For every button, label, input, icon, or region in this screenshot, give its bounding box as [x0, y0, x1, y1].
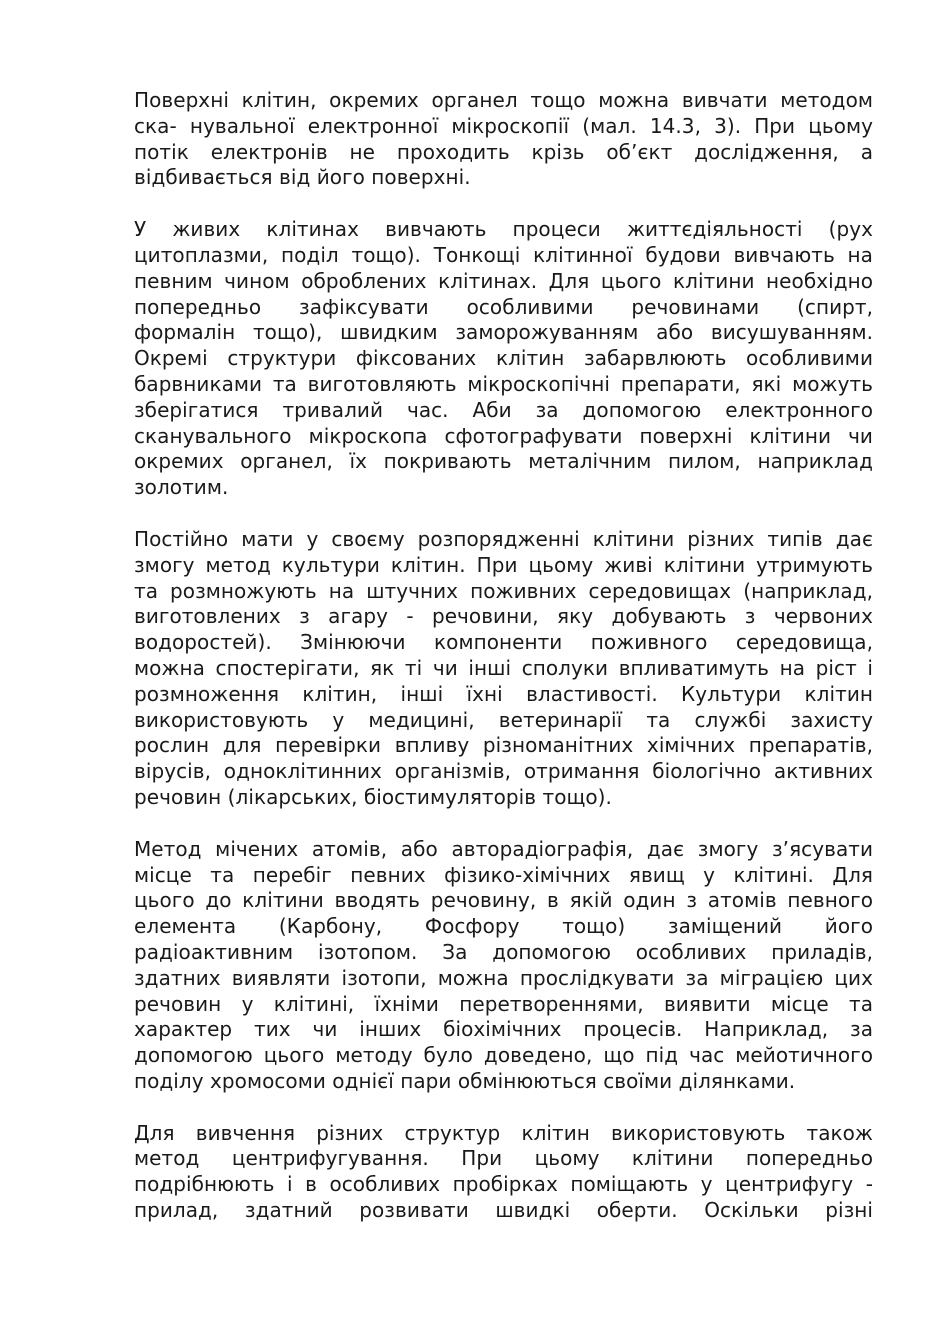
- text-line: Поверхні клітин, окремих органел тощо можна вивчати методом: [134, 88, 873, 112]
- text-line: золотим.: [134, 475, 229, 500]
- text-line: водоростей). Змінюючи компоненти поживного середовища,: [134, 630, 873, 655]
- text-line: характер тих чи інших біохімічних процесів. Наприклад, за: [134, 1017, 873, 1042]
- text-line: У живих клітинах вивчають процеси життєдіяльності (рух: [134, 217, 873, 242]
- text-line: Метод мічених атомів, або авторадіографія, дає змогу з’ясувати: [134, 836, 873, 861]
- text-line: та розмножують на штучних поживних середовищах (наприклад,: [134, 578, 873, 603]
- text-line: відбивається від його поверхні.: [134, 165, 471, 190]
- text-line: здатних виявляти ізотопи, можна прослідкувати за міграцією цих: [134, 965, 873, 990]
- text-line: метод центрифугування. При цьому клітини попередньо: [134, 1146, 873, 1171]
- text-line: цього до клітини вводять речовину, в якій один з атомів певного: [134, 888, 873, 913]
- paragraph-sem-microscopy: [134, 88, 873, 191]
- text-line: подрібнюють і в особливих пробірках поміщають у центрифугу -: [134, 1172, 873, 1197]
- text-line: цитоплазми, поділ тощо). Тонкощі клітинної будови вивчають на: [134, 242, 873, 267]
- text-line: окремих органел, їх покривають металічним пилом, наприклад: [134, 449, 873, 474]
- text-line: барвниками та виготовляють мікроскопічні препарати, які можуть: [134, 371, 873, 396]
- text-line: використовують у медицині, ветеринарії та службі захисту: [134, 707, 873, 732]
- document-body: [134, 88, 873, 1250]
- text-line: прилад, здатний розвивати швидкі оберти. Оскільки різні: [134, 1198, 873, 1223]
- paragraph-living-cells: [134, 217, 873, 501]
- text-line: Окремі структури фіксованих клітин забарвлюють особливими: [134, 346, 873, 371]
- text-line: Для вивчення різних структур клітин використовують також: [134, 1120, 873, 1145]
- text-line: змогу метод культури клітин. При цьому живі клітини утримують: [134, 552, 873, 577]
- text-line: поділу хромосоми однієї пари обмінюються своїми ділянками.: [134, 1068, 796, 1093]
- text-line: Постійно мати у своєму розпорядженні клітини різних типів дає: [134, 526, 873, 551]
- text-line: елемента (Карбону, Фосфору тощо) заміщений його: [134, 914, 873, 939]
- paragraph-centrifugation: [134, 1121, 873, 1224]
- text-line: попередньо зафіксувати особливими речовинами (спирт,: [134, 294, 873, 319]
- text-line: розмноження клітин, інші їхні властивості. Культури клітин: [134, 681, 873, 706]
- text-line: допомогою цього методу було доведено, що під час мейотичного: [134, 1043, 873, 1068]
- text-line: можна спостерігати, як ті чи інші сполуки впливатимуть на ріст і: [134, 655, 873, 680]
- paragraph-cell-culture: [134, 527, 873, 811]
- text-line: радіоактивним ізотопом. За допомогою особливих приладів,: [134, 939, 873, 964]
- text-line: зберігатися тривалий час. Аби за допомогою електронного: [134, 397, 873, 422]
- text-line: рослин для перевірки впливу різноманітних хімічних препаратів,: [134, 733, 873, 758]
- paragraph-autoradiography: [134, 837, 873, 1095]
- text-line: вірусів, одноклітинних організмів, отримання біологічно активних: [134, 759, 873, 784]
- text-line: ска- нувальної електронної мікроскопії (мал. 14.3, 3). При цьому: [134, 113, 873, 138]
- text-line: місце та перебіг певних фізико-хімічних явищ у клітині. Для: [134, 862, 873, 887]
- text-line: речовин у клітині, їхніми перетвореннями, виявити місце та: [134, 991, 873, 1016]
- text-line: виготовлених з агару - речовини, яку добувають з червоних: [134, 604, 873, 629]
- text-line: речовин (лікарських, біостимуляторів тощо).: [134, 784, 612, 809]
- text-line: сканувального мікроскопа сфотографувати поверхні клітини чи: [134, 423, 873, 448]
- text-line: формалін тощо), швидким заморожуванням або висушуванням.: [134, 320, 873, 345]
- text-line: потік електронів не проходить крізь об’єкт дослідження, а: [134, 139, 873, 164]
- text-line: певним чином оброблених клітинах. Для цього клітини необхідно: [134, 268, 873, 293]
